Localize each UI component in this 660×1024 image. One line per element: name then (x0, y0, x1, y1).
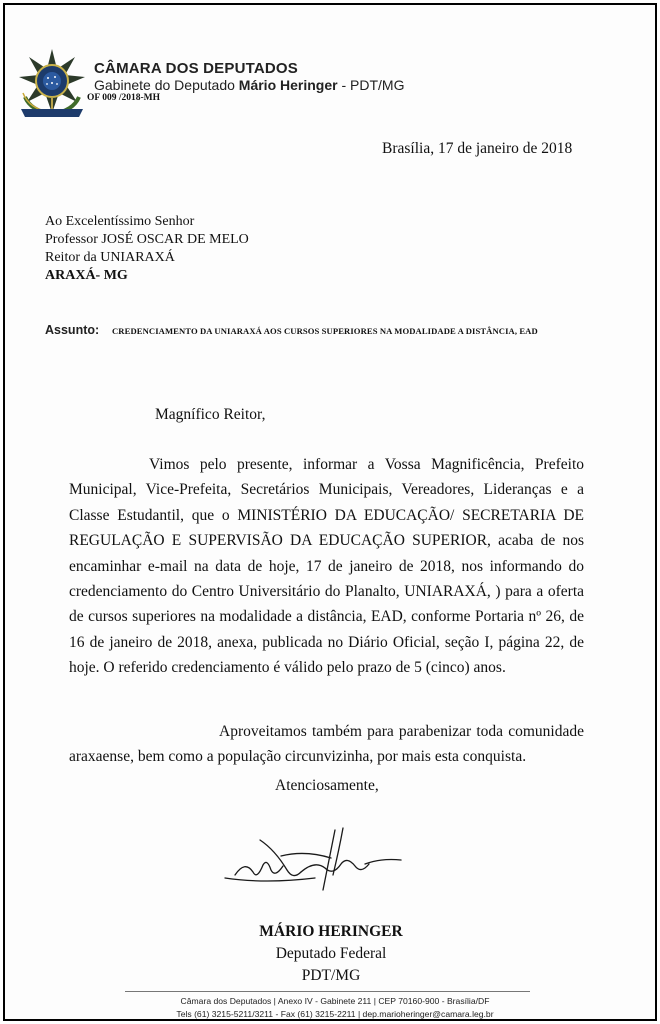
body-paragraph-2-text: Aproveitamos também para parabenizar toda comunidade araxaense, bem como a população circunvizinha, por mais esta conquista. (69, 723, 584, 766)
recipient-line-1: Ao Excelentíssimo Senhor (45, 214, 195, 229)
footer-contact: Tels (61) 3215-5211/3211 - Fax (61) 3215-2211 | dep.marioheringer@camara.leg.br (176, 1009, 494, 1019)
signatory-role: Deputado Federal (275, 945, 387, 962)
subject-label: Assunto: (45, 323, 100, 337)
body-paragraph-1-text: Vimos pelo presente, informar a Vossa Magnificência, Prefeito Municipal, Vice-Prefeita, Secretários Municipais, Vereadores, Lideranças e a Classe Estudantil, que o MINISTÉRIO DA EDUCAÇÃO/ SECRETARIA DE REGULAÇÃO E SUPERVISÃO DA EDUCAÇÃO SUPERIOR, acaba de nos encaminhar e-mail na data de hoje, 17 de janeiro de 2018, nos informando do credenciamento do Centro Universitário do Planalto, UNIARAXÁ, ) para a oferta de cursos superiores na modalidade a distância, EAD, conforme Portaria nº 26, de 16 de janeiro de 2018, anexa, publicada no Diário Oficial, seção I, página 22, de hoje. O referido credenciamento é válido pelo prazo de 5 (cinco) anos. (69, 456, 584, 677)
recipient-line-2: Professor JOSÉ OSCAR DE MELO (45, 232, 249, 247)
body-paragraph-2 (69, 719, 584, 770)
body-paragraph-1 (69, 452, 584, 681)
date-line: Brasília, 17 de janeiro de 2018 (382, 140, 573, 157)
cabinet-line (94, 77, 404, 93)
coat-of-arms-icon (17, 47, 87, 119)
signatory-party: PDT/MG (301, 967, 361, 984)
institution-name: CÂMARA DOS DEPUTADOS (94, 60, 299, 77)
cabinet-prefix: Gabinete do Deputado (94, 77, 235, 93)
footer-divider (125, 991, 530, 992)
recipient-line-3: Reitor da UNIARAXÁ (45, 250, 175, 265)
subject-text: CREDENCIAMENTO DA UNIARAXÁ AOS CURSOS SUPERIORES NA MODALIDADE A DISTÂNCIA, EAD (112, 326, 538, 336)
signatory-name: MÁRIO HERINGER (259, 923, 403, 940)
closing: Atenciosamente, (275, 777, 379, 794)
letter-page (3, 3, 657, 1021)
recipient-line-4: ARAXÁ- MG (45, 268, 128, 283)
salutation: Magnífico Reitor, (155, 406, 266, 423)
cabinet-deputy-name: Mário Heringer (238, 77, 338, 93)
footer-address: Câmara dos Deputados | Anexo IV - Gabinete 211 | CEP 70160-900 - Brasília/DF (180, 996, 490, 1006)
office-number: OF 009 /2018-MH (87, 93, 160, 103)
cabinet-party: - PDT/MG (341, 77, 405, 93)
handwritten-signature (205, 820, 425, 900)
